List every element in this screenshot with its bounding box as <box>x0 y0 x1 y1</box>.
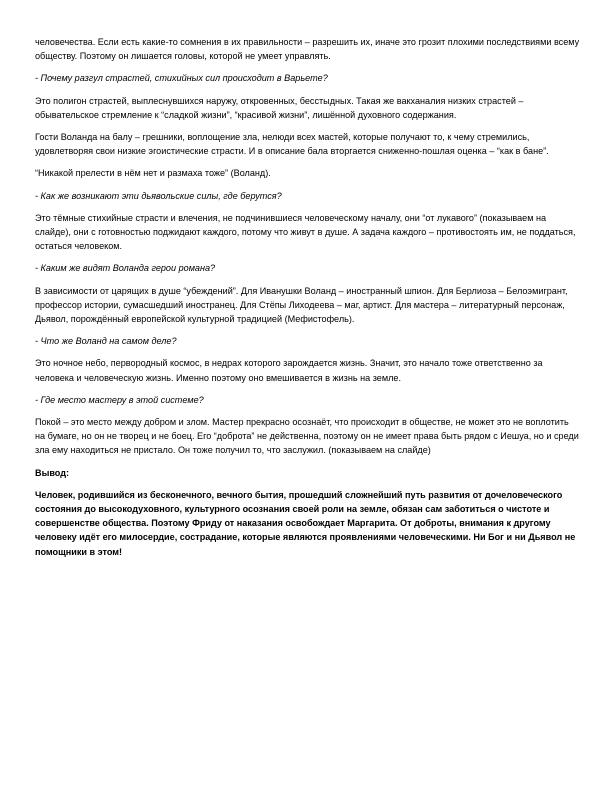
paragraph-intro-end: человечества. Если есть какие-то сомнения в их правильности – разрешить их, иначе это грозит плохими последствиями всему обществу. Поэтому он лишается головы, которой не умеет управлять. <box>35 37 580 62</box>
paragraph-dark-passions: Это тёмные стихийные страсти и влечения, не подчинившиеся человеческому началу, они “от лукавого” (показываем на слайде), они с готовностью поджидают каждого, потому что живут в душе. А задача каждого – противостоять им, не поддаться, остаться человеком. <box>35 212 576 252</box>
question-woland-essence: - Что же Воланд на самом деле? <box>35 336 177 347</box>
paragraph-ball-guests: Гости Воланда на балу – грешники, воплощение зла, нелюди всех мастей, которые получают то, к чему стремились, удовлетворяя свои низкие эгоистические страсти. И в описание бала вторгается сниженно-пошлая оценка – “как в бане”. <box>35 132 549 157</box>
paragraph-passions-polygon: Это полигон страстей, выплеснувшихся наружу, откровенных, бесстыдных. Такая же вакханалия низких страстей – обывательское стремление к “сладкой жизни”, “красивой жизни”, лишённой духовного содержания. <box>35 95 524 120</box>
paragraph-night-sky: Это ночное небо, первородный космос, в недрах которого зарождается жизнь. Значит, это начало тоже ответственно за человека и человеческую жизнь. Именно поэтому оно вмешивается в жизнь на земле. <box>35 358 543 383</box>
conclusion-heading: Вывод: <box>35 467 70 478</box>
question-master-place: - Где место мастеру в этой системе? <box>35 394 204 405</box>
question-varietes: - Почему разгул страстей, стихийных сил происходит в Варьете? <box>35 73 328 84</box>
paragraph-peace: Покой – это место между добром и злом. Мастер прекрасно осознаёт, что происходит в обществе, не может это не воплотить на бумаге, но он не творец и не боец. Его “доброта” не действенна, поэтому он не имеет права быть рядом с Иешуа, но и среди зла ему находиться не пристало. Он тоже получил то, что заслужил. (показываем на слайде) <box>35 417 579 456</box>
question-devil-forces: - Как же возникают эти дьявольские силы, где берутся? <box>35 190 282 201</box>
paragraph-beliefs: В зависимости от царящих в душе “убеждений”. Для Иванушки Воланд – иностранный шпион. Для Берлиоза – Белоэмигрант, профессор истории, сумасшедший иностранец. Для Стёпы Лиходеева – маг, артист. Для мастера – литературный персонаж, Дьявол, порождённый европейской культурной традицией (Мефистофель). <box>35 285 568 325</box>
question-heroes-view: - Каким же видят Воланда герои романа? <box>35 263 216 274</box>
document-page <box>35 35 580 559</box>
paragraph-woland-quote: “Никакой прелести в нём нет и размаха тоже” (Воланд). <box>35 168 271 179</box>
conclusion-text: Человек, родившийся из бесконечного, вечного бытия, прошедший сложнейший путь развития от дочеловеческого состояния до высокодуховного, культурного осознания своей роли на земле, обязан сам заботиться о чистоте и совершенстве общества. Поэтому Фриду от наказания освобождает Маргарита. От доброты, внимания к другому человеку идёт его милосердие, сострадание, которые являются проявлениями человеческими. Ни Бог и ни Дьявол не помощники в этом! <box>35 489 576 557</box>
